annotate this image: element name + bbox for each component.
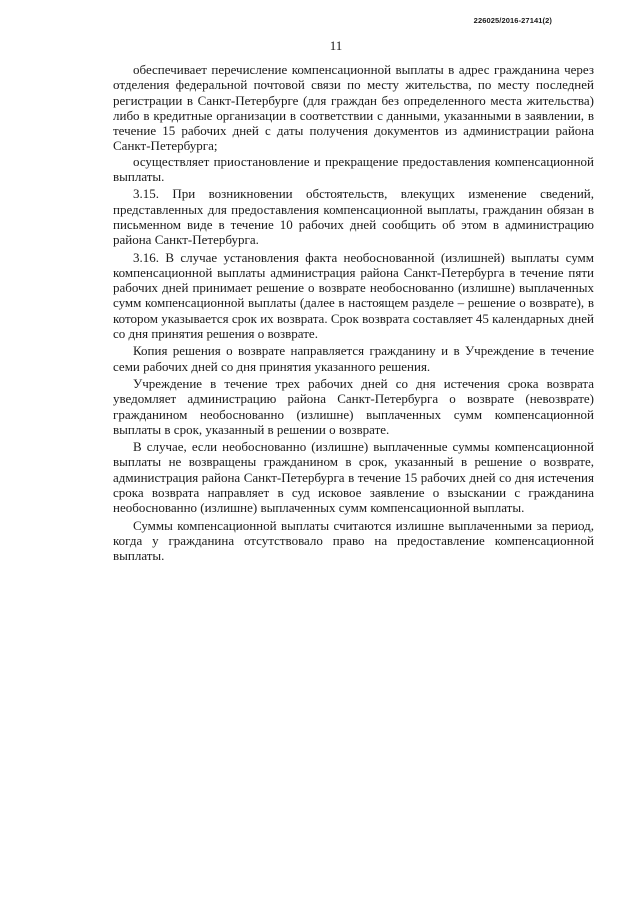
document-id: 226025/2016-27141(2) bbox=[473, 16, 552, 25]
paragraph-excess-sums: Суммы компенсационной выплаты считаются излишне выплаченными за период, когда у гражданина отсутствовало право на предоставление компенсационной выплаты. bbox=[113, 517, 594, 564]
paragraph-3-15: 3.15. При возникновении обстоятельств, влекущих изменение сведений, представленных для предоставления компенсационной выплаты, гражданин обязан в письменном виде в течение 10 рабочих дней сообщить об этом в администрацию района Санкт-Петербурга. bbox=[113, 186, 594, 248]
paragraph-payment-transfer: обеспечивает перечисление компенсационной выплаты в адрес гражданина через отделения федеральной почтовой связи по месту жительства, по месту последней регистрации в Санкт-Петербурге (для граждан без определенного места жительства) либо в кредитные организации в соответствии с данными, указанными в заявлении, в течение 15 рабочих дней с даты получения документов из администрации района Санкт-Петербурга; bbox=[113, 62, 594, 154]
document-body bbox=[113, 62, 594, 564]
paragraph-suspension: осуществляет приостановление и прекращение предоставления компенсационной выплаты. bbox=[113, 153, 594, 185]
paragraph-copy-decision: Копия решения о возврате направляется гражданину и в Учреждение в течение семи рабочих дней со дня принятия указанного решения. bbox=[113, 343, 594, 374]
paragraph-institution-notice: Учреждение в течение трех рабочих дней со дня истечения срока возврата уведомляет администрацию района Санкт-Петербурга о возврате (невозврате) гражданином необоснованно (излишне) выплаченных сумм компенсационной выплаты в срок, указанный в решении о возврате. bbox=[113, 375, 594, 437]
paragraph-court-claim: В случае, если необоснованно (излишне) выплаченные суммы компенсационной выплаты не возвращены гражданином в срок, указанный в решение о возврате, администрация района Санкт-Петербурга в течение 15 рабочих дней со дня истечения срока возврата направляет в суд исковое заявление о взыскании с гражданина необоснованно (излишне) выплаченных сумм компенсационной выплаты. bbox=[113, 439, 594, 516]
paragraph-3-16: 3.16. В случае установления факта необоснованной (излишней) выплаты сумм компенсационной выплаты администрация района Санкт-Петербурга в течение пяти рабочих дней принимает решение о возврате необоснованно (излишне) выплаченных сумм компенсационной выплаты (далее в настоящем разделе – решение о возврате), в котором указывается срок их возврата. Срок возврата составляет 45 календарных дней со дня принятия решения о возврате. bbox=[113, 249, 594, 342]
page-number: 11 bbox=[329, 38, 343, 53]
